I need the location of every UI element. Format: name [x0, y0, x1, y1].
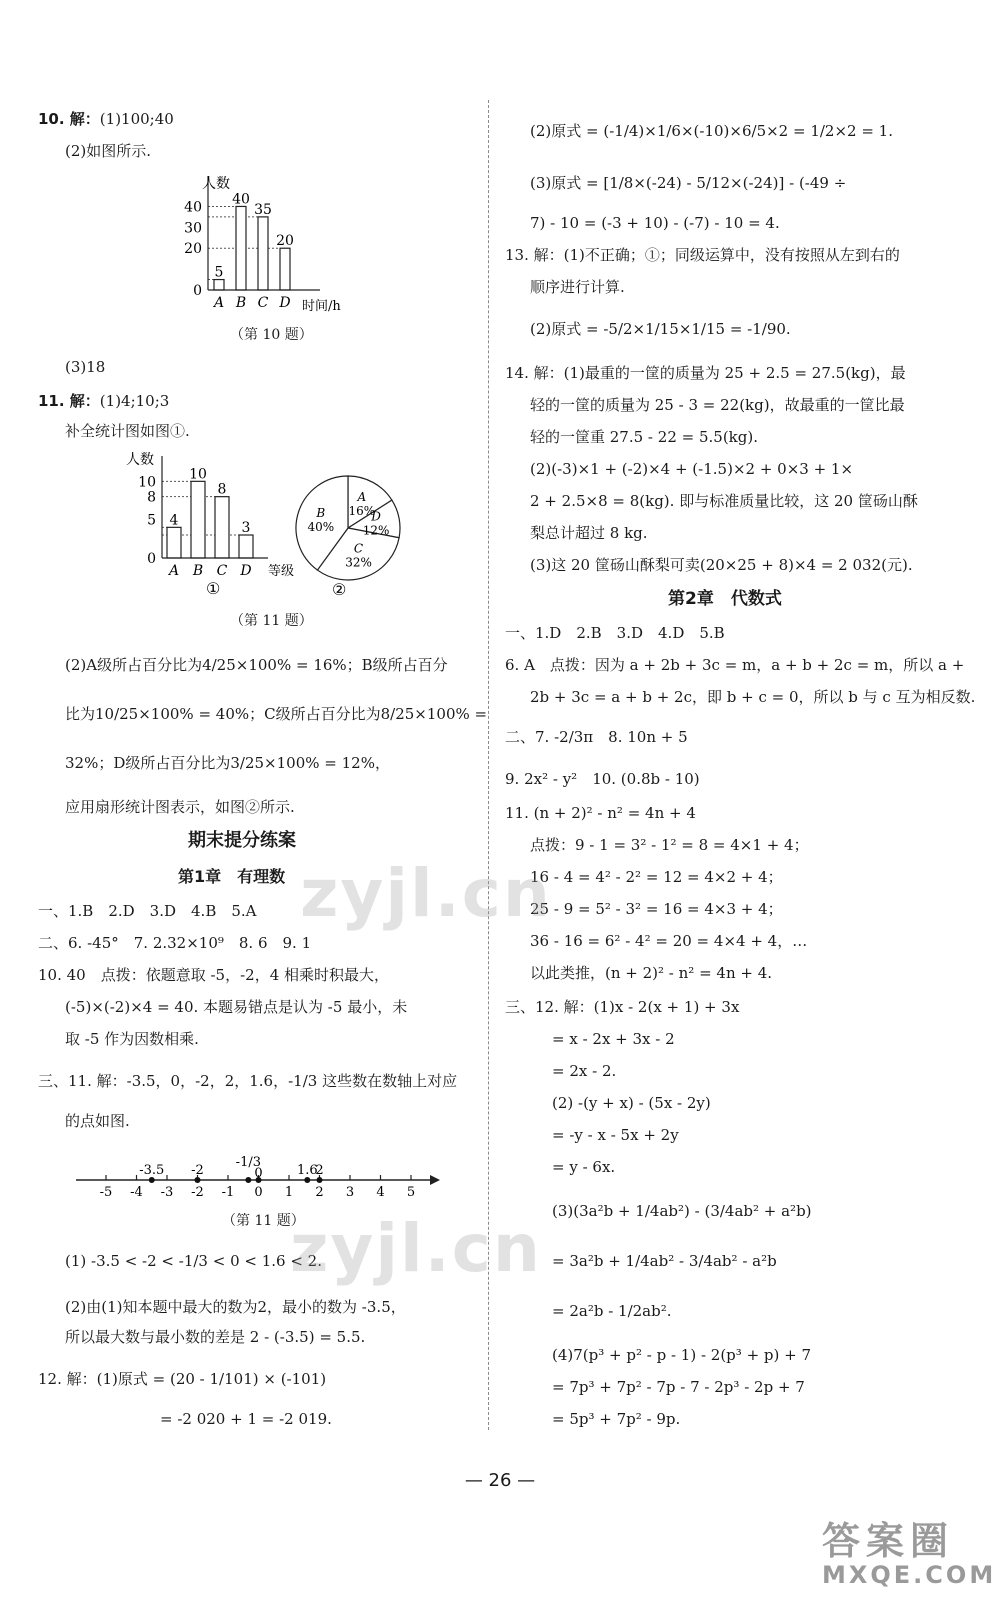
pie-label-A: A [357, 489, 367, 504]
r-line31: (3)(3a²b + 1/4ab²) - (3/4ab² + a²b) [552, 1202, 812, 1220]
nl-ticklabel-4: 4 [376, 1185, 385, 1200]
c10-value-C: 35 [254, 201, 272, 218]
q11-para4: 应用扇形统计图表示，如图②所示. [65, 798, 295, 816]
r-line18: 9. 2x² - y² 10. (0.8b - 10) [505, 770, 700, 788]
c11-bar-C [215, 497, 229, 558]
nl-ticklabel-2: 2 [315, 1185, 324, 1200]
c10-cat-B: B [235, 295, 247, 311]
pie-percent-D: 12% [362, 523, 390, 538]
c11-bar-B [191, 481, 205, 558]
chart10-svg [170, 168, 380, 313]
q11-line1 [38, 390, 169, 412]
stamp-line1: 答案圈 [822, 1519, 955, 1563]
c10-ytick-40: 40 [184, 199, 202, 216]
nl-ticklabel--5: -5 [99, 1185, 113, 1200]
r-line19: 11. (n + 2)² - n² = 4n + 4 [505, 804, 696, 822]
nl-pointlabel-2: -1/3 [235, 1155, 262, 1170]
page-number: — 26 — [464, 1470, 536, 1491]
nl-ticklabel--4: -4 [130, 1185, 143, 1200]
chapter2-title: 第2章 代数式 [668, 589, 782, 609]
c11-cat-A: A [168, 563, 180, 579]
r-line30: = y - 6x. [552, 1158, 616, 1176]
ch1-line2: 二、6. -45° 7. 2.32×10⁹ 8. 6 9. 1 [38, 934, 312, 952]
q11-answer1: (1)4;10;3 [99, 392, 170, 410]
c11-bar-D [239, 535, 253, 558]
r-line6: (2)原式 = -5/2×1/15×1/15 = -1/90. [530, 320, 791, 338]
section-title: 期末提分练案 [188, 830, 296, 851]
q11-para2: 比为10/25×100% = 40%；C级所占百分比为8/25×100% = [65, 705, 488, 723]
stamp-line2: MXQE.COM [822, 1561, 997, 1589]
r-line23: 36 - 16 = 6² - 4² = 20 = 4×4 + 4，… [530, 932, 808, 950]
c10-bar-A [214, 280, 224, 290]
pie-label-D: D [371, 509, 381, 524]
ch1-q10-line1: 10. 40 点拨：依题意取 -5，-2，4 相乘时积最大， [38, 966, 390, 984]
chart10-xlabel: 时间/h [302, 299, 341, 313]
nl-pointlabel-1: -2 [191, 1163, 204, 1178]
pie-percent-B: 40% [307, 520, 335, 535]
r-line35: = 7p³ + 7p² - 7p - 7 - 2p³ - 2p + 7 [552, 1378, 805, 1396]
nl-ticklabel--2: -2 [191, 1185, 204, 1200]
pie11-figure-label: ② [332, 580, 347, 599]
c11-ytick-0: 0 [147, 551, 156, 567]
r-line34: (4)7(p³ + p² - p - 1) - 2(p³ + p) + 7 [552, 1346, 812, 1364]
q11-title: 11. 解： [38, 392, 100, 410]
r-line27: = 2x - 2. [552, 1062, 617, 1080]
nl-pointlabel-4: 1.6 [296, 1163, 318, 1178]
pie-label-C: C [353, 541, 364, 556]
r-line17: 二、7. -2/3π 8. 10n + 5 [505, 728, 688, 746]
c11-cat-B: B [192, 563, 204, 579]
r-line33: = 2a²b - 1/2ab². [552, 1302, 672, 1320]
q10-answer3: (3)18 [65, 358, 106, 376]
pie-percent-A: 16% [348, 503, 376, 518]
c10-cat-C: C [257, 295, 269, 311]
ch1-q11-line5: 所以最大数与最小数的差是 2 - (-3.5) = 5.5. [65, 1328, 366, 1346]
c10-cat-A: A [213, 295, 225, 311]
chart10-ylabel: 人数 [202, 176, 230, 192]
r-line36: = 5p³ + 7p² - 9p. [552, 1410, 681, 1428]
chart11-xlabel: 等级 [268, 564, 295, 579]
ch1-q12-line2: = -2 020 + 1 = -2 019. [160, 1410, 332, 1428]
pie11-svg [292, 474, 412, 602]
c11-value-A: 4 [169, 512, 179, 529]
r-line5: 顺序进行计算. [530, 278, 625, 296]
ch1-q12-line1: 12. 解：(1)原式 = (20 - 1/101) × (-101) [38, 1370, 327, 1388]
numberline-svg [70, 1150, 450, 1200]
chart11-figure-label: ① [206, 579, 221, 598]
c11-ytick-8: 8 [147, 489, 156, 506]
c10-ytick-0: 0 [193, 283, 202, 299]
r-line28: (2) -(y + x) - (5x - 2y) [552, 1094, 711, 1112]
r-line10: (2)(-3)×1 + (-2)×4 + (-1.5)×2 + 0×3 + 1× [530, 460, 854, 478]
nl-ticklabel-1: 1 [284, 1185, 294, 1200]
c10-cat-D: D [279, 295, 291, 311]
c10-ytick-20: 20 [184, 241, 202, 258]
numberline-caption: （第 11 题） [222, 1213, 305, 1229]
q11-para1: (2)A级所占百分比为4/25×100% = 16%；B级所占百分 [65, 656, 448, 674]
r-line3: 7) - 10 = (-3 + 10) - (-7) - 10 = 4. [530, 214, 780, 232]
nl-ticklabel-5: 5 [406, 1185, 416, 1200]
ch1-q10-line3: 取 -5 作为因数相乘. [65, 1030, 199, 1048]
r-line29: = -y - x - 5x + 2y [552, 1126, 679, 1144]
c11-value-B: 10 [189, 466, 207, 483]
pie-percent-C: 32% [345, 555, 372, 570]
q11-line2: 补全统计图如图①. [65, 422, 190, 440]
c10-ytick-30: 30 [184, 220, 202, 237]
ch1-q10-line2: (-5)×(-2)×4 = 40. 本题易错点是认为 -5 最小，未 [65, 998, 408, 1016]
r-line9: 轻的一筐重 27.5 - 22 = 5.5(kg). [530, 428, 758, 446]
r-line2: (3)原式 = [1/8×(-24) - 5/12×(-24)] - (-49 ÷ [530, 174, 847, 192]
r-line15: 6. A 点拨：因为 a + 2b + 3c = m，a + b + 2c = m，所以 a + [505, 656, 965, 674]
r-line14: 一、1.D 2.B 3.D 4.D 5.B [505, 624, 725, 642]
c10-bar-D [280, 248, 290, 290]
r-line21: 16 - 4 = 4² - 2² = 12 = 4×2 + 4； [530, 868, 783, 886]
watermark: zyjl.cn [300, 855, 552, 932]
r-line12: 梨总计超过 8 kg. [530, 524, 648, 542]
q10-title: 10. 解： [38, 110, 100, 128]
c11-value-D: 3 [241, 520, 251, 536]
nl-pointlabel-0: -3.5 [139, 1163, 165, 1178]
q10-answer2: (2)如图所示. [65, 142, 152, 160]
r-line26: = x - 2x + 3x - 2 [552, 1030, 675, 1048]
watermark-2: zyjl.cn [290, 1210, 542, 1287]
nl-point-2 [245, 1177, 251, 1183]
r-line4: 13. 解：(1)不正确；①；同级运算中，没有按照从左到右的 [505, 246, 900, 264]
nl-ticklabel--1: -1 [221, 1185, 235, 1200]
c11-ytick-5: 5 [147, 512, 156, 529]
q11-para3: 32%；D级所占百分比为3/25×100% = 12%， [65, 754, 390, 772]
r-line13: (3)这 20 筐砀山酥梨可卖(20×25 + 8)×4 = 2 032(元). [530, 556, 913, 574]
r-line8: 轻的一筐的质量为 25 - 3 = 22(kg)，故最重的一筐比最 [530, 396, 905, 414]
c11-cat-C: C [216, 563, 228, 579]
ch1-q11-line2: 的点如图. [65, 1112, 130, 1130]
r-line25: 三、12. 解：(1)x - 2(x + 1) + 3x [505, 998, 740, 1016]
r-line20: 点拨：9 - 1 = 3² - 1² = 8 = 4×1 + 4； [530, 836, 809, 854]
r-line7: 14. 解：(1)最重的一筐的质量为 25 + 2.5 = 27.5(kg)，最 [505, 364, 906, 382]
c10-value-B: 40 [232, 191, 250, 208]
ch1-line1: 一、1.B 2.D 3.D 4.B 5.A [38, 902, 257, 920]
chart11-caption: （第 11 题） [230, 613, 313, 629]
ch1-q11-line4: (2)由(1)知本题中最大的数为2，最小的数为 -3.5， [65, 1298, 406, 1316]
chart11-svg [118, 448, 318, 600]
c10-bar-B [236, 206, 246, 290]
r-line16: 2b + 3c = a + b + 2c，即 b + c = 0，所以 b 与 c 互为相反数. [530, 688, 976, 706]
r-line24: 以此类推，(n + 2)² - n² = 4n + 4. [530, 964, 773, 982]
nl-pointlabel-5: 2 [315, 1163, 324, 1178]
r-line32: = 3a²b + 1/4ab² - 3/4ab² - a²b [552, 1252, 777, 1270]
chart10-caption: （第 10 题） [230, 327, 313, 343]
ch1-q11-line1: 三、11. 解：-3.5，0，-2，2，1.6，-1/3 这些数在数轴上对应 [38, 1072, 458, 1090]
chapter1-title: 第1章 有理数 [178, 867, 286, 886]
c10-value-A: 5 [214, 264, 224, 281]
c11-value-C: 8 [217, 481, 227, 498]
numberline-arrow [430, 1175, 440, 1185]
r-line22: 25 - 9 = 5² - 3² = 16 = 4×3 + 4； [530, 900, 783, 918]
c11-cat-D: D [240, 563, 252, 579]
nl-ticklabel--3: -3 [160, 1185, 174, 1200]
nl-pointlabel-3: 0 [254, 1166, 263, 1181]
r-line11: 2 + 2.5×8 = 8(kg). 即与标准质量比较，这 20 筐砀山酥 [530, 492, 918, 510]
c10-value-D: 20 [276, 233, 294, 250]
chart11-ylabel: 人数 [126, 452, 154, 468]
chart11-bars [167, 481, 253, 558]
c11-bar-A [167, 527, 181, 558]
nl-ticklabel-0: 0 [254, 1185, 263, 1200]
q10-answer1: (1)100;40 [99, 110, 174, 128]
r-line1: (2)原式 = (-1/4)×1/6×(-10)×6/5×2 = 1/2×2 = 1. [530, 122, 893, 140]
pie-label-B: B [316, 506, 326, 521]
site-stamp [822, 1510, 997, 1590]
ch1-q11-line3: (1) -3.5 < -2 < -1/3 < 0 < 1.6 < 2. [65, 1252, 322, 1270]
q10-line1 [38, 108, 174, 130]
nl-ticklabel-3: 3 [345, 1185, 355, 1200]
c10-bar-C [258, 217, 268, 290]
c11-ytick-10: 10 [138, 474, 156, 491]
